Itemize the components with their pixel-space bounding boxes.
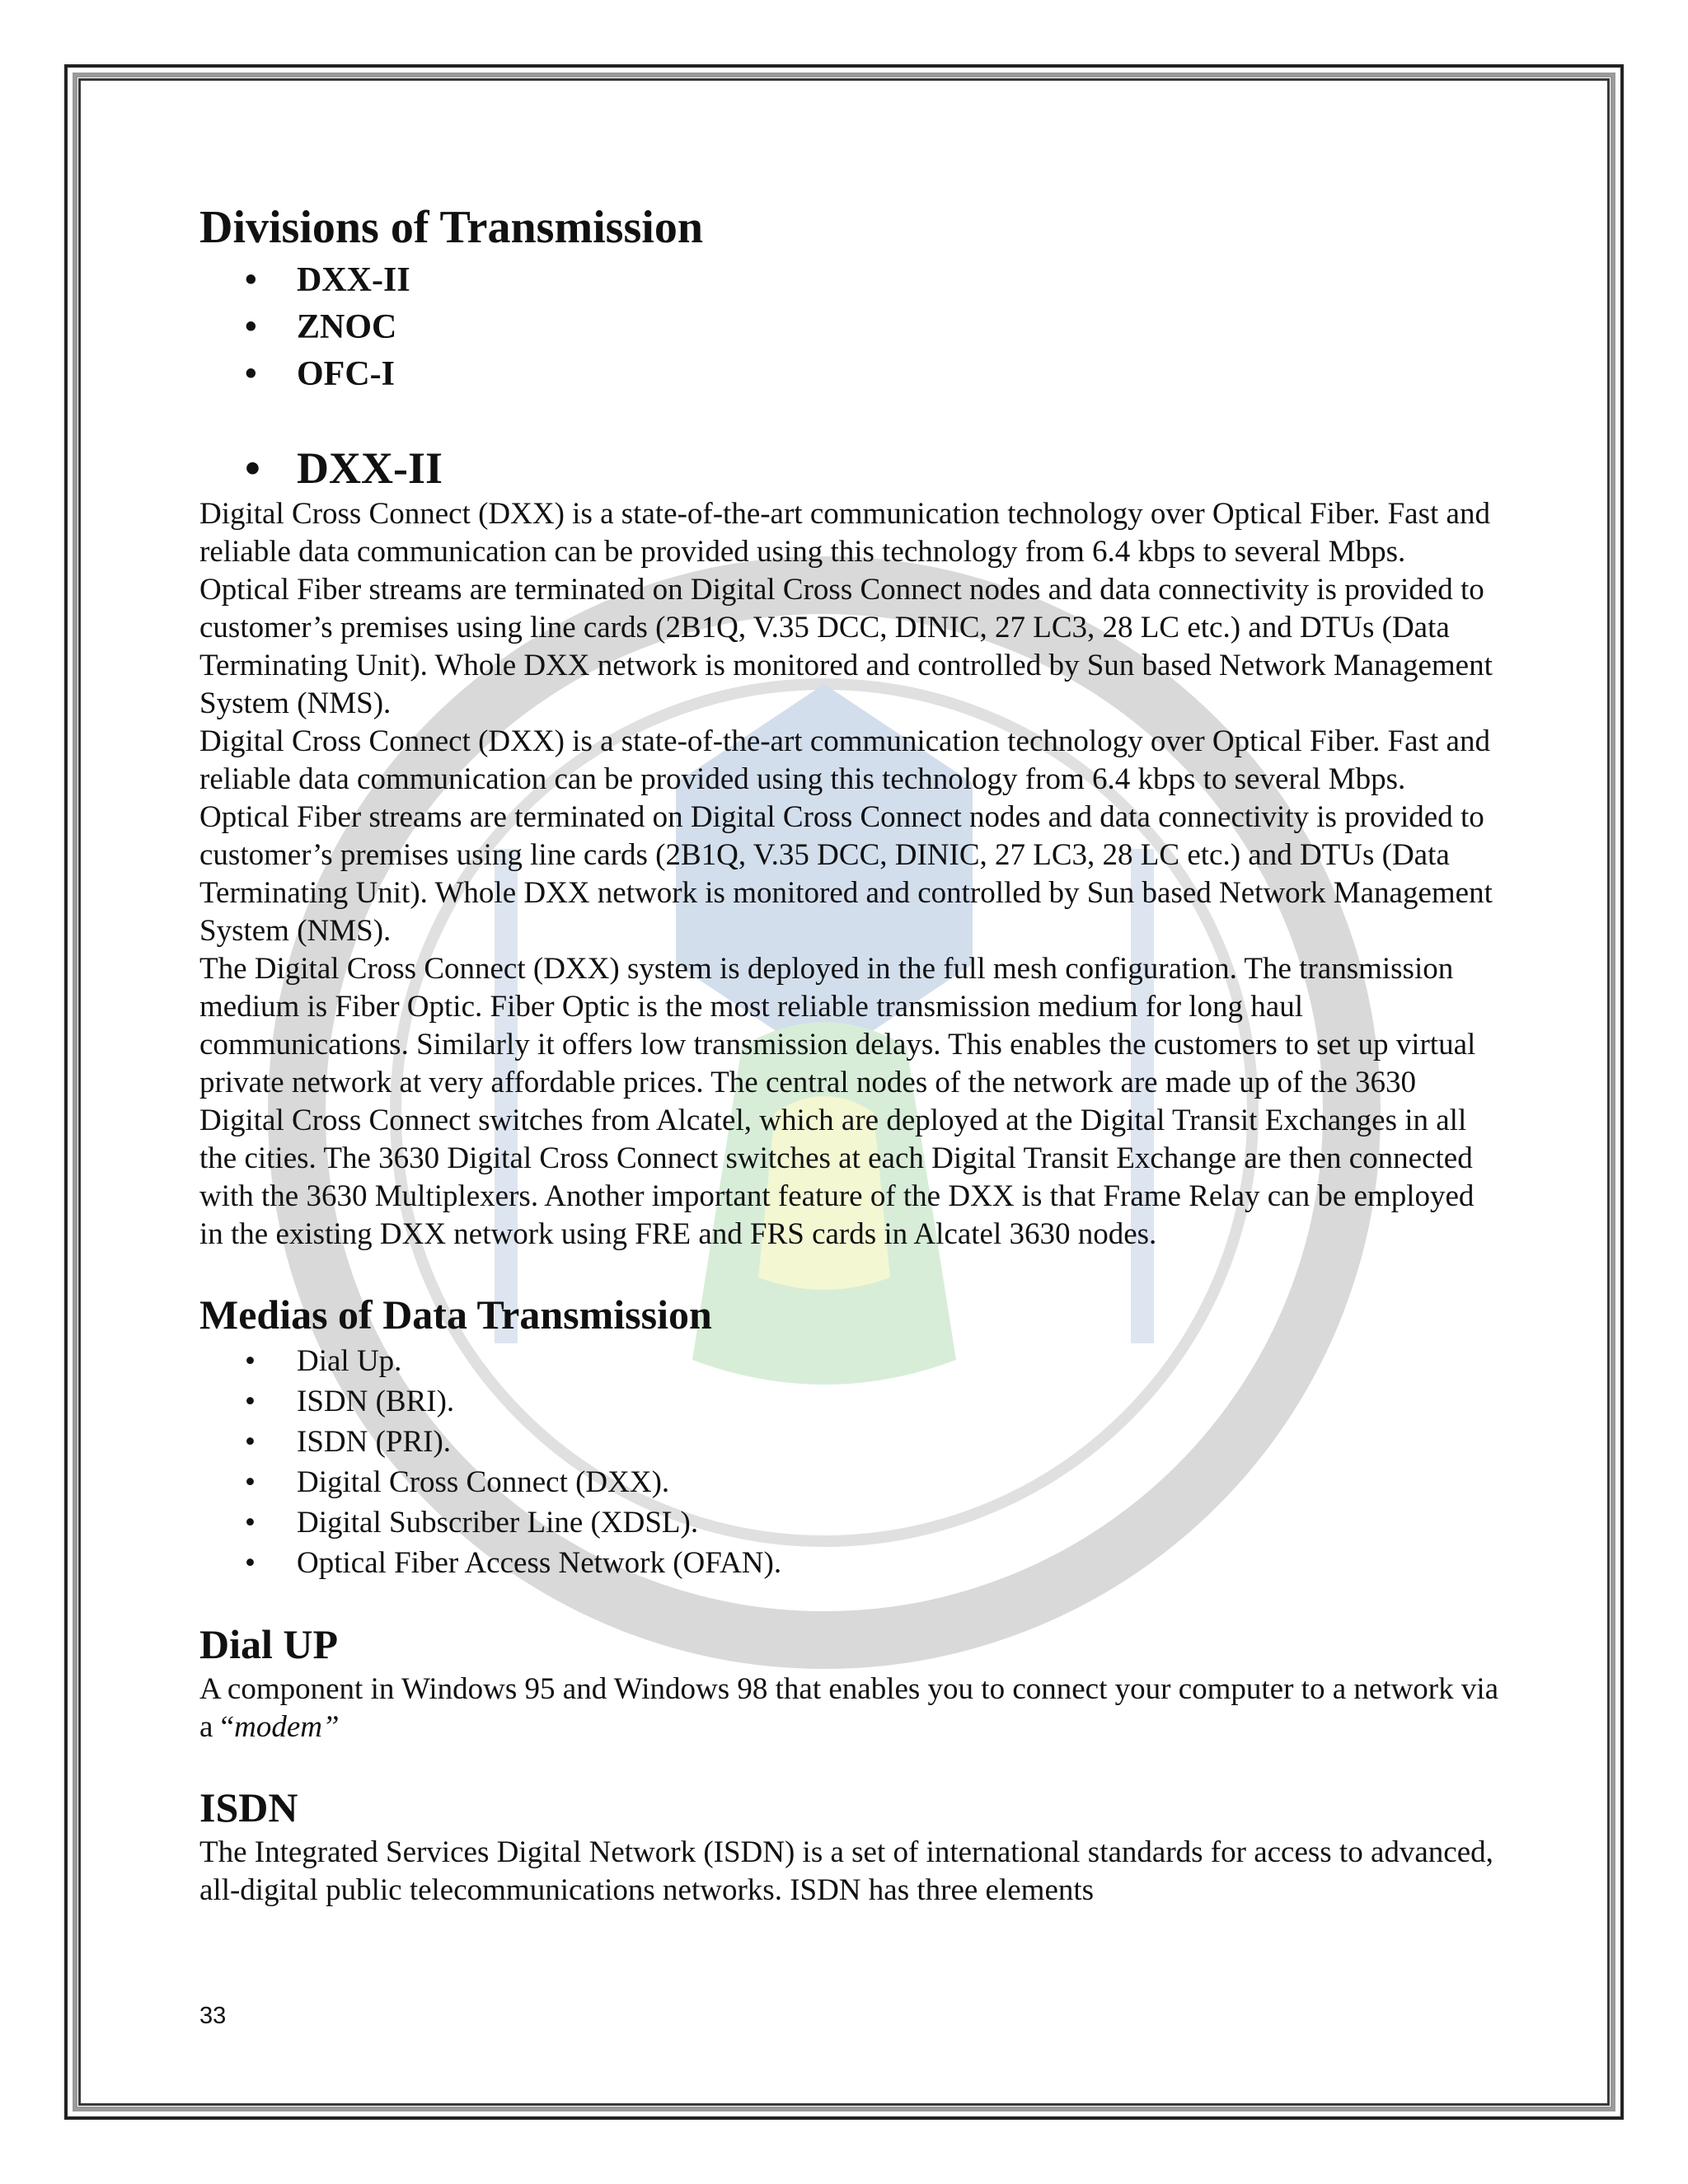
media-item: • Dial Up. [199, 1341, 1502, 1381]
media-item: • ISDN (BRI). [199, 1381, 1502, 1422]
divisions-list [199, 257, 1502, 398]
page-number: 33 [199, 2003, 227, 2029]
media-item: • Digital Subscriber Line (XDSL). [199, 1502, 1502, 1543]
media-item: • ISDN (PRI). [199, 1422, 1502, 1462]
heading-divisions-of-transmission: Divisions of Transmission [199, 202, 703, 253]
heading-dxx-ii: • DXX-II [199, 441, 1502, 495]
heading-isdn: ISDN [199, 1784, 298, 1830]
isdn-paragraph: The Integrated Services Digital Network (ISDN) is a set of international standards for access to advanced, all-digital public telecommunications networks. ISDN has three elements [199, 1835, 1493, 1907]
media-item: • Optical Fiber Access Network (OFAN). [199, 1543, 1502, 1583]
heading-dial-up: Dial UP [199, 1621, 339, 1667]
dialup-text: A component in Windows 95 and Windows 98 that enables you to connect your computer to a network via a “ [199, 1672, 1499, 1744]
dialup-paragraph [199, 1671, 1502, 1746]
media-item: • Digital Cross Connect (DXX). [199, 1462, 1502, 1502]
heading-medias-of-data-transmission: Medias of Data Transmission [199, 1291, 712, 1338]
division-item: • ZNOC [199, 304, 1502, 351]
page-content [199, 198, 1502, 1910]
medias-list [199, 1341, 1502, 1583]
dxx-paragraph: Digital Cross Connect (DXX) is a state-of-the-art communication technology over Optical Fiber. Fast and reliable data communication can be provided using this technology from 6.4 kbps to several Mbps. Optical Fiber streams are terminated on Digital Cross Connect nodes and data connectivity is provided to customer’s premises using line cards (2B1Q, V.35 DCC, DINIC, 27 LC3, 28 LC etc.) and DTUs (Data Terminating Unit). Whole DXX network is monitored and controlled by Sun based Network Management System (NMS). [199, 724, 1493, 948]
dialup-modem-term: modem” [234, 1710, 340, 1744]
division-item: • OFC-I [199, 351, 1502, 398]
dxx-paragraph: Digital Cross Connect (DXX) is a state-of-the-art communication technology over Optical Fiber. Fast and reliable data communication can be provided using this technology from 6.4 kbps to several Mbps. Optical Fiber streams are terminated on Digital Cross Connect nodes and data connectivity is provided to customer’s premises using line cards (2B1Q, V.35 DCC, DINIC, 27 LC3, 28 LC etc.) and DTUs (Data Terminating Unit). Whole DXX network is monitored and controlled by Sun based Network Management System (NMS). [199, 497, 1493, 720]
division-item: • DXX-II [199, 257, 1502, 304]
dxx-paragraph: The Digital Cross Connect (DXX) system is deployed in the full mesh configuration. The transmission medium is Fiber Optic. Fiber Optic is the most reliable transmission medium for long haul communications. Similarly it offers low transmission delays. This enables the customers to set up virtual private network at very affordable prices. The central nodes of the network are made up of the 3630 Digital Cross Connect switches from Alcatel, which are deployed at the Digital Transit Exchanges in all the cities. The 3630 Digital Cross Connect switches at each Digital Transit Exchange are then connected with the 3630 Multiplexers. Another important feature of the DXX is that Frame Relay can be employed in the existing DXX network using FRE and FRS cards in Alcatel 3630 nodes. [199, 952, 1476, 1251]
